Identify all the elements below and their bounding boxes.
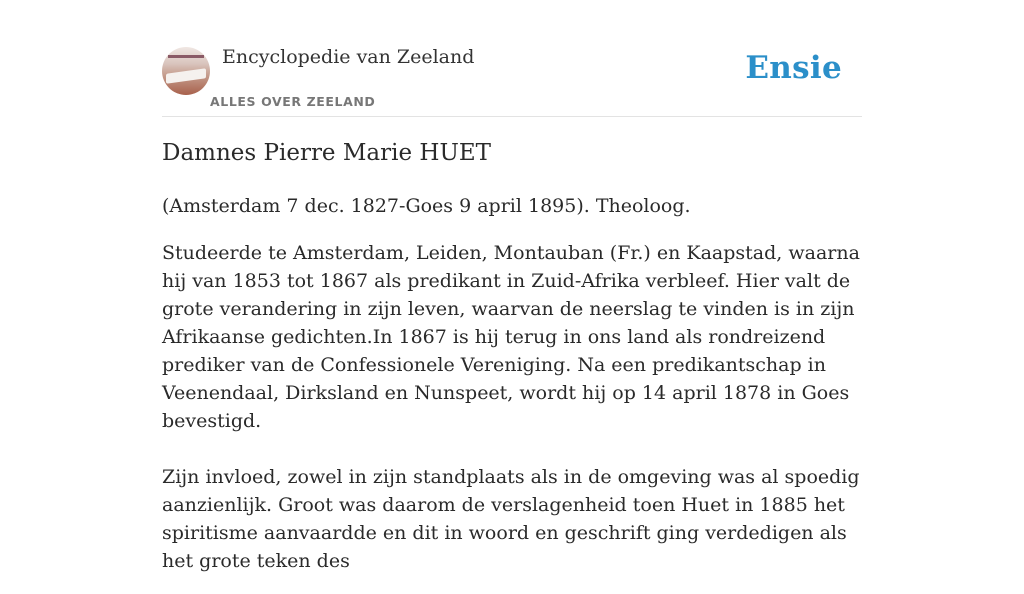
site-tagline: ALLES OVER ZEELAND <box>210 94 376 109</box>
site-header <box>162 0 862 117</box>
article-paragraph: Zijn invloed, zowel in zijn standplaats als in de omgeving was al spoedig aanzienlijk. Groot was daarom de verslagenheid toen Huet in 1885 het spiritisme aanvaardde en dit in woord en geschrift ging verdedigen als het grote teken des <box>162 466 860 572</box>
article-paragraph: Studeerde te Amsterdam, Leiden, Montauban (Fr.) en Kaapstad, waarna hij van 1853 tot 1867 als predikant in Zuid-Afrika verbleef. Hier valt de grote verandering in zijn leven, waarvan de neerslag te vinden is in zijn Afrikaanse gedichten.In 1867 is hij terug in ons land als rondreizend prediker van de Confessionele Vereniging. Na een predikantschap in Veenendaal, Dirksland en Nunspeet, wordt hij op 14 april 1878 in Goes bevestigd. <box>162 242 860 432</box>
page-title: Damnes Pierre Marie HUET <box>162 140 491 166</box>
avatar-book-spine <box>168 55 204 58</box>
avatar-book-page <box>166 68 206 84</box>
article-body <box>162 192 862 594</box>
article-intro: (Amsterdam 7 dec. 1827-Goes 9 april 1895). Theoloog. <box>162 195 691 217</box>
site-name[interactable]: Encyclopedie van Zeeland <box>222 46 475 68</box>
site-avatar[interactable] <box>162 47 210 95</box>
ensie-logo[interactable]: Ensie <box>745 50 842 86</box>
